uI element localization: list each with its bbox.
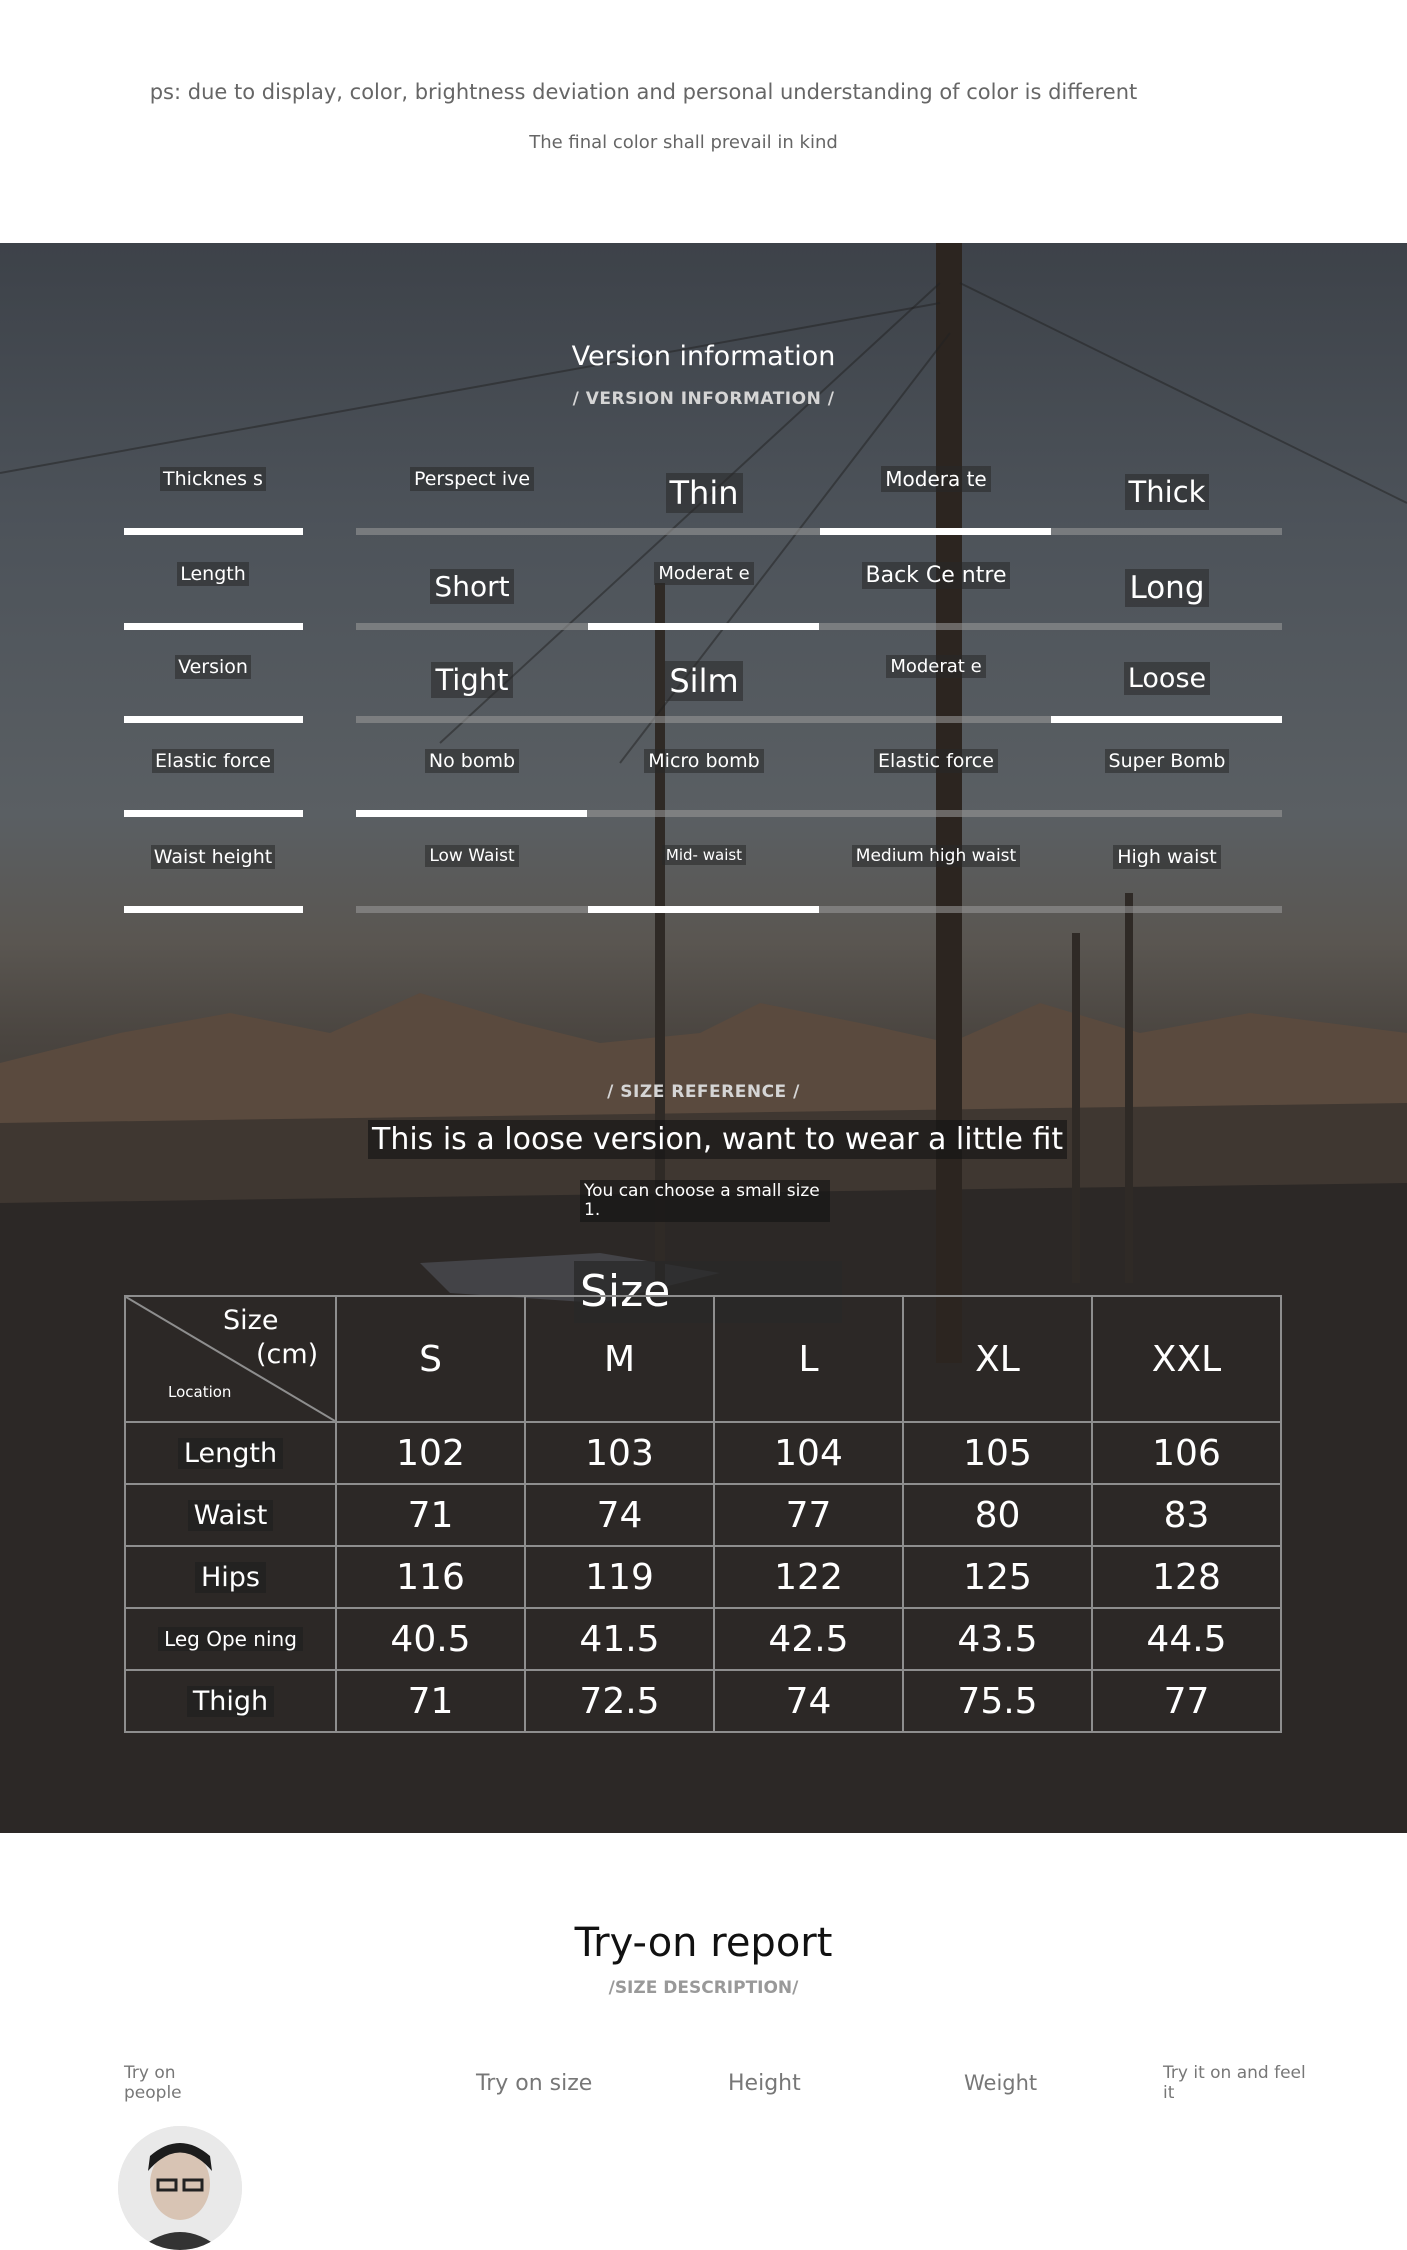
attr-option-text: Low Waist (425, 845, 518, 867)
size-cell: 83 (1092, 1484, 1281, 1546)
attr-option (1051, 476, 1283, 508)
attr-label-underline (124, 810, 303, 817)
attr-option (588, 846, 820, 864)
attr-label-underline (124, 623, 303, 630)
attr-label-text: Version (175, 655, 251, 679)
attr-option-text: Medium high waist (852, 845, 1020, 867)
size-row-label (125, 1608, 336, 1670)
size-cell: 71 (336, 1484, 525, 1546)
tryon-header-people: Try on people (124, 2063, 182, 2103)
size-table-corner (125, 1296, 336, 1422)
size-cell: 77 (1092, 1670, 1281, 1732)
size-cell: 106 (1092, 1422, 1281, 1484)
attr-selected-marker (820, 528, 1051, 535)
size-cell: 41.5 (525, 1608, 714, 1670)
size-row-label-text: Thigh (187, 1686, 274, 1717)
size-cell: 44.5 (1092, 1608, 1281, 1670)
size-cell: 74 (525, 1484, 714, 1546)
attr-option-text: No bomb (425, 749, 519, 773)
size-cell: 43.5 (903, 1608, 1092, 1670)
attr-selected-marker (1051, 716, 1282, 723)
size-row-label-text: Hips (195, 1562, 266, 1593)
size-row-label-text: Leg Ope ning (158, 1627, 303, 1651)
attr-option (820, 846, 1052, 866)
attr-option (820, 656, 1052, 677)
size-cell: 102 (336, 1422, 525, 1484)
size-row-label-text: Waist (188, 1500, 274, 1531)
size-col-l: L (714, 1296, 903, 1422)
size-table-row (125, 1546, 1281, 1608)
version-title: Version information (571, 341, 836, 372)
attr-option-text: Tight (431, 662, 512, 698)
size-cell: 75.5 (903, 1670, 1092, 1732)
size-cell: 104 (714, 1422, 903, 1484)
size-cell: 72.5 (525, 1670, 714, 1732)
attr-option-text: Thick (1125, 474, 1210, 510)
attr-selected-marker (356, 810, 587, 817)
attr-option-text: Super Bomb (1105, 749, 1230, 773)
version-subtitle: / VERSION INFORMATION / (572, 389, 835, 409)
attr-option (356, 571, 588, 602)
attr-option-text: Short (430, 569, 513, 604)
corner-location-label: Location (168, 1383, 232, 1401)
tryon-header-size: Try on size (476, 2071, 593, 2096)
tryon-title: Try-on report (574, 1920, 833, 1966)
attr-option (1051, 664, 1283, 694)
attr-scale-track (356, 906, 1282, 913)
attr-option (1051, 750, 1283, 772)
attr-option (820, 468, 1052, 491)
attr-option-text: Back Ce ntre (862, 562, 1011, 589)
attr-label (124, 468, 302, 490)
size-table-row (125, 1422, 1281, 1484)
attr-option (820, 563, 1052, 588)
tryon-header-height: Height (728, 2071, 801, 2096)
color-disclaimer-2: The final color shall prevail in kind (529, 132, 838, 153)
attr-option (356, 664, 588, 696)
tryon-subtitle: /SIZE DESCRIPTION/ (608, 1978, 799, 1998)
size-table-row (125, 1484, 1281, 1546)
size-title: Size (574, 1261, 842, 1323)
attr-scale-track (356, 528, 1282, 535)
size-cell: 105 (903, 1422, 1092, 1484)
size-subtitle: / SIZE REFERENCE / (607, 1082, 800, 1102)
attr-option-text: Perspect ive (410, 467, 534, 491)
size-row-label-text: Length (178, 1438, 283, 1469)
attr-option-text: Moderat e (886, 655, 985, 678)
attr-label-text: Waist height (151, 845, 275, 869)
attr-option-text: Silm (665, 661, 742, 701)
size-col-m: M (525, 1296, 714, 1422)
attr-option-text: Moderat e (654, 562, 753, 585)
size-cell: 103 (525, 1422, 714, 1484)
size-cell: 119 (525, 1546, 714, 1608)
size-col-xxl: XXL (1092, 1296, 1281, 1422)
fit-advice: This is a loose version, want to wear a little fit (368, 1120, 1067, 1159)
attr-option-text: Modera te (881, 466, 990, 492)
attr-option-text: Elastic force (874, 749, 998, 773)
size-advice: You can choose a small size 1. (580, 1180, 830, 1222)
size-cell: 71 (336, 1670, 525, 1732)
size-row-label (125, 1670, 336, 1732)
size-table-row (125, 1608, 1281, 1670)
attr-label-underline (124, 906, 303, 913)
size-cell: 116 (336, 1546, 525, 1608)
attr-option-text: Micro bomb (644, 749, 763, 773)
corner-unit-label: (cm) (256, 1339, 319, 1370)
size-table-row (125, 1670, 1281, 1732)
attr-option-text: Loose (1124, 662, 1210, 695)
tryon-header-feel: Try it on and feel it (1163, 2063, 1306, 2103)
color-disclaimer: ps: due to display, color, brightness deviation and personal understanding of color is different (149, 80, 1138, 104)
attr-option (588, 476, 820, 511)
attr-label (124, 656, 302, 678)
attr-label (124, 563, 302, 585)
attr-option (356, 846, 588, 866)
size-col-s: S (336, 1296, 525, 1422)
size-cell: 77 (714, 1484, 903, 1546)
size-row-label (125, 1422, 336, 1484)
tryon-person-avatar (118, 2126, 242, 2250)
attr-scale-track (356, 623, 1282, 630)
size-cell: 42.5 (714, 1608, 903, 1670)
attr-label-text: Length (177, 562, 249, 586)
attr-option (356, 750, 588, 772)
attr-label-underline (124, 528, 303, 535)
size-cell: 122 (714, 1546, 903, 1608)
attr-option (1051, 571, 1283, 605)
attr-label-text: Elastic force (152, 749, 274, 773)
size-cell: 128 (1092, 1546, 1281, 1608)
attr-option-text: Mid- waist (662, 845, 746, 865)
attr-label (124, 750, 302, 772)
attr-option (588, 563, 820, 584)
attr-option-text: Thin (666, 473, 743, 513)
attr-selected-marker (588, 906, 819, 913)
size-cell: 40.5 (336, 1608, 525, 1670)
size-cell: 80 (903, 1484, 1092, 1546)
attr-option-text: Long (1125, 569, 1208, 607)
attr-label-text: Thicknes s (160, 467, 266, 491)
attr-option (588, 750, 820, 772)
attr-option (820, 750, 1052, 772)
attr-option (1051, 846, 1283, 868)
size-cell: 125 (903, 1546, 1092, 1608)
size-cell: 74 (714, 1670, 903, 1732)
attr-label-underline (124, 716, 303, 723)
tryon-header-weight: Weight (964, 2071, 1038, 2095)
size-row-label (125, 1484, 336, 1546)
size-row-label (125, 1546, 336, 1608)
attr-option-text: High waist (1113, 845, 1221, 869)
corner-size-label: Size (223, 1305, 279, 1336)
attr-option (588, 664, 820, 699)
attr-label (124, 846, 302, 868)
size-table (124, 1295, 1282, 1733)
attr-selected-marker (588, 623, 819, 630)
attr-option (356, 468, 588, 490)
size-col-xl: XL (903, 1296, 1092, 1422)
